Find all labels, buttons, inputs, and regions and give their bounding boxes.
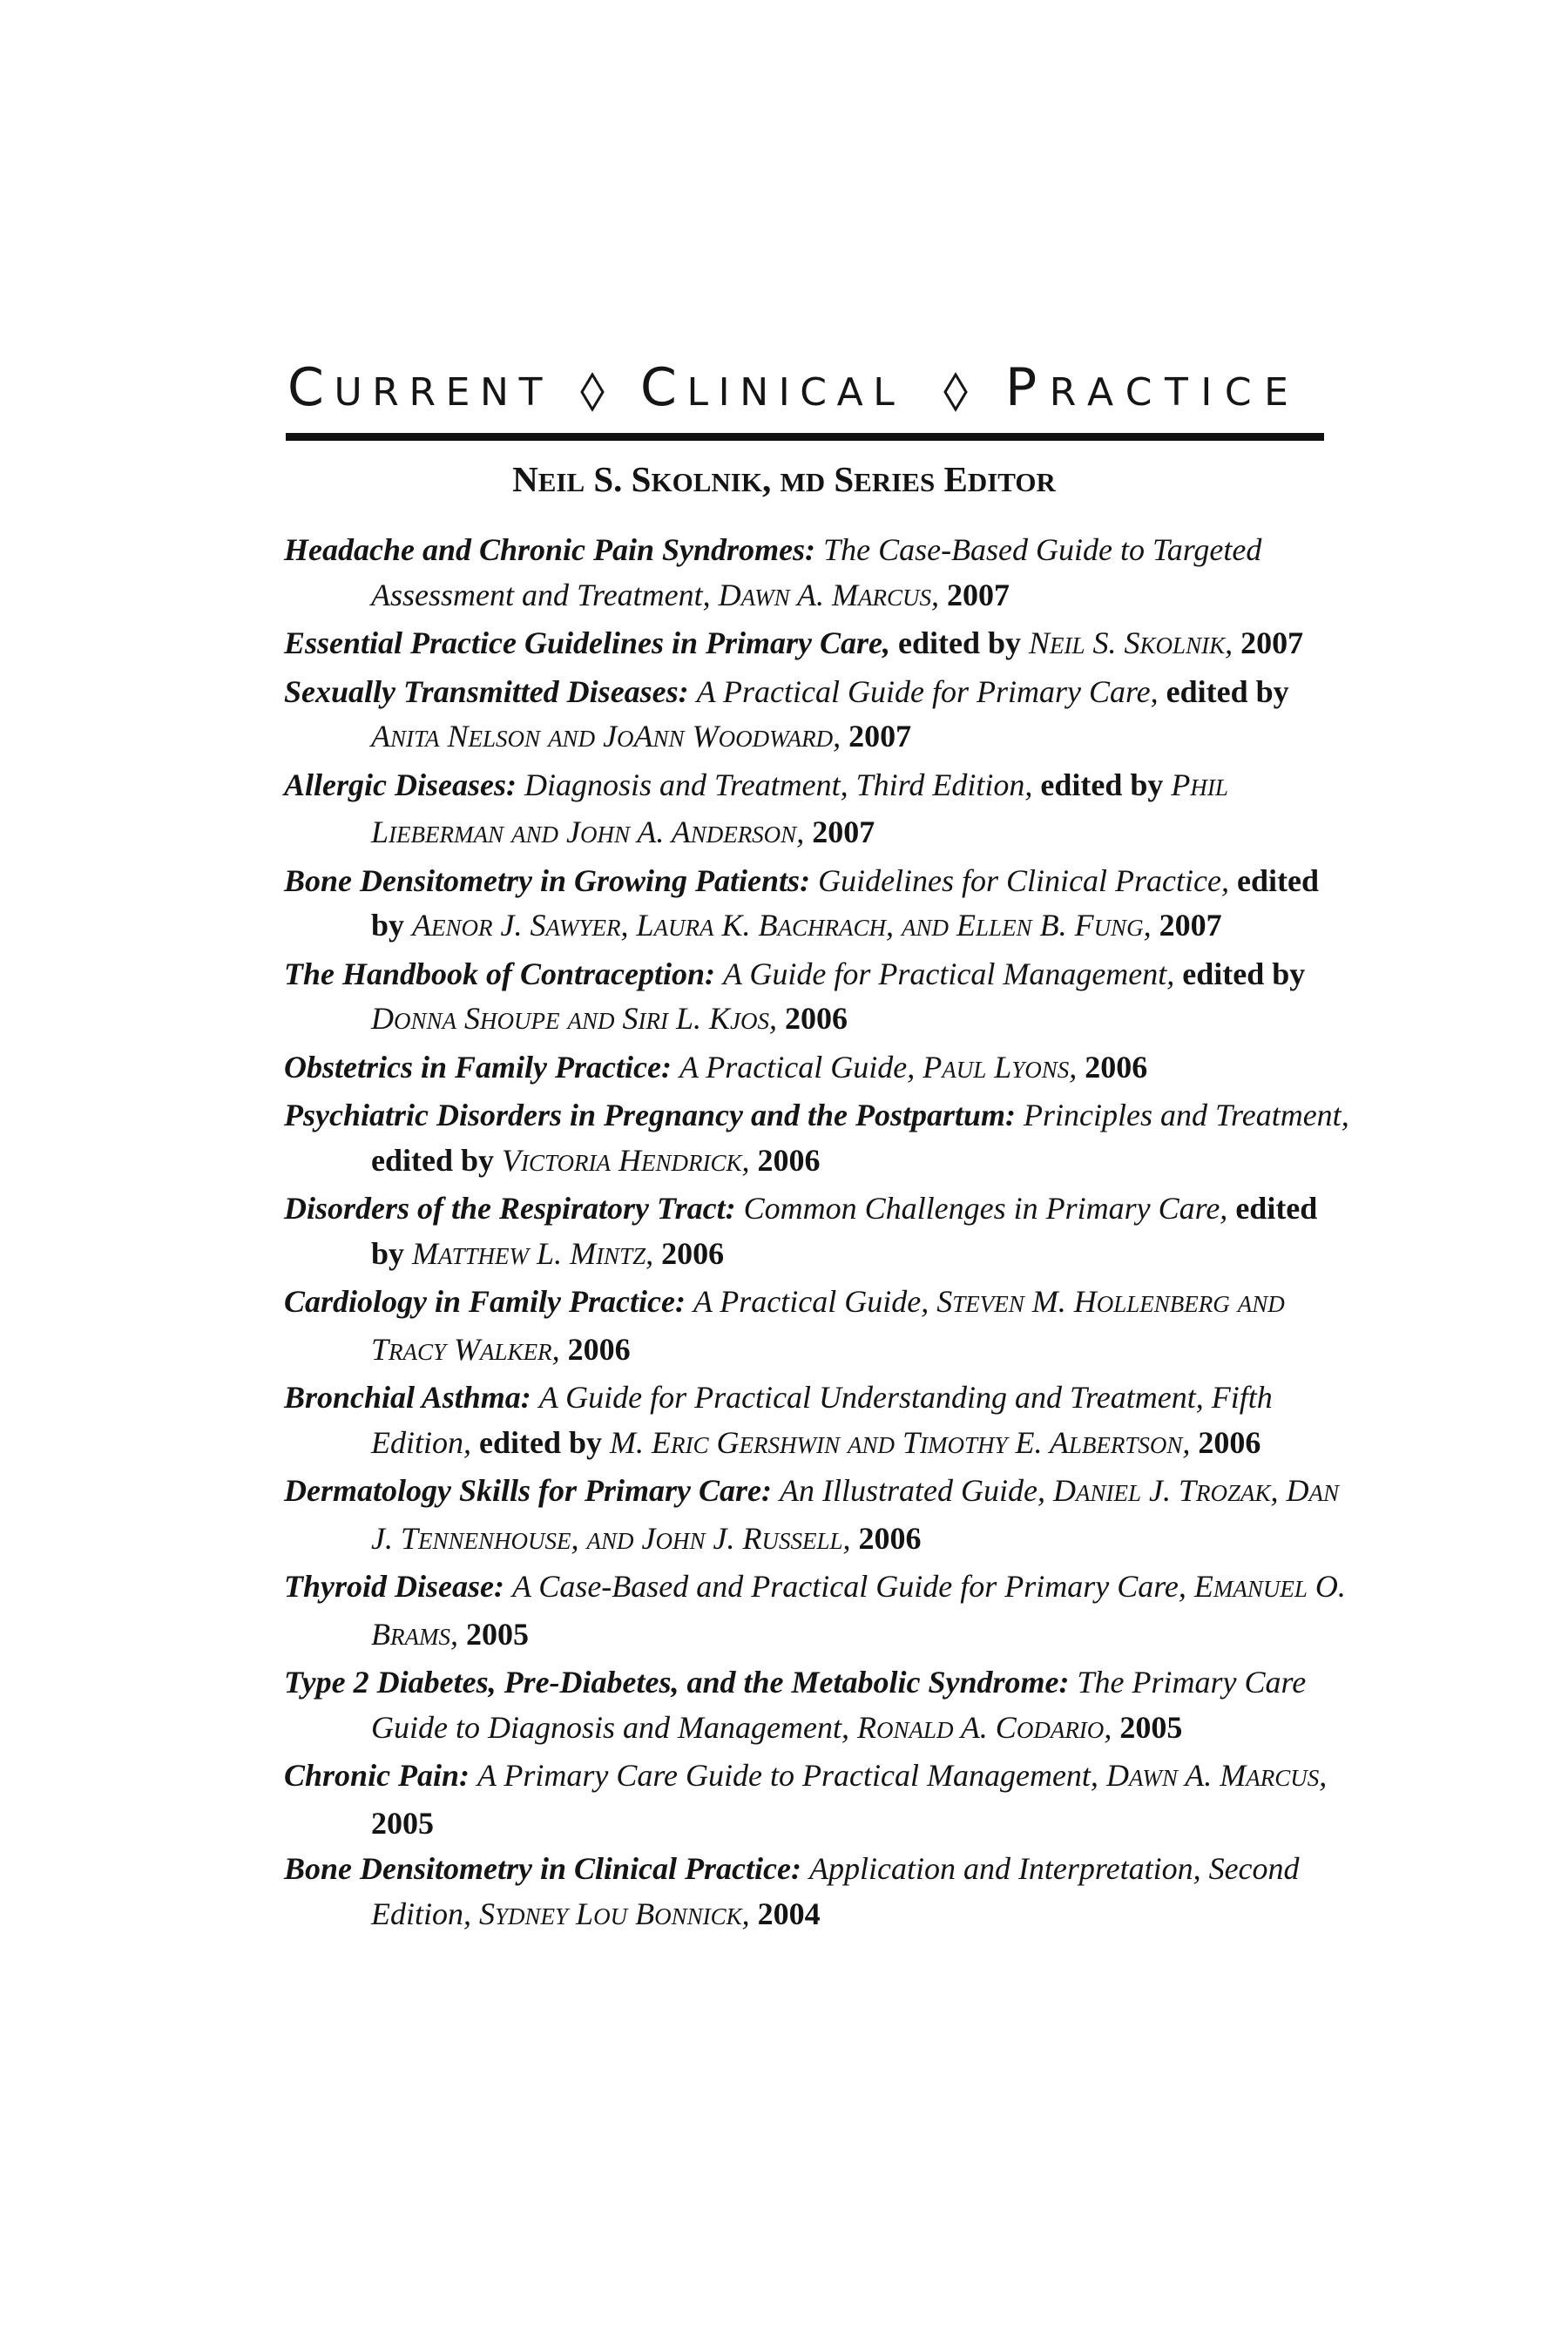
book-title: Essential Practice Guidelines in Primary Care, bbox=[284, 625, 891, 660]
header-rule bbox=[286, 433, 1324, 441]
book-authors: AENOR J. SAWYER, LAURA K. BACHRACH, AND ELLEN B. FUNG, bbox=[412, 908, 1152, 943]
book-entry bbox=[284, 1565, 1355, 1659]
book-subtitle: A Practical Guide, bbox=[679, 1049, 916, 1085]
book-subtitle: Common Challenges in Primary Care, bbox=[743, 1191, 1228, 1226]
book-authors: EMANUEL O. BRAMS, bbox=[371, 1569, 1346, 1652]
book-authors: MATTHEW L. MINTZ, bbox=[412, 1235, 654, 1271]
editor-credit: edited by bbox=[371, 1191, 1318, 1271]
book-entry bbox=[284, 1847, 1355, 1939]
book-subtitle: An Illustrated Guide, bbox=[780, 1473, 1045, 1508]
book-year: 2007 bbox=[1159, 908, 1222, 943]
book-entry bbox=[284, 1045, 1355, 1093]
editor-credit: edited by bbox=[1182, 956, 1306, 991]
book-entry bbox=[284, 952, 1355, 1044]
book-title: Obstetrics in Family Practice: bbox=[284, 1049, 672, 1085]
book-authors: STEVEN M. HOLLENBERG AND TRACY WALKER, bbox=[371, 1284, 1285, 1367]
book-subtitle: The Primary Care Guide to Diagnosis and Management, bbox=[371, 1665, 1307, 1745]
book-authors: PAUL LYONS, bbox=[923, 1049, 1078, 1085]
book-title: Dermatology Skills for Primary Care: bbox=[284, 1473, 772, 1508]
book-title: Disorders of the Respiratory Tract: bbox=[284, 1191, 736, 1226]
book-entry bbox=[284, 859, 1355, 951]
book-title: Type 2 Diabetes, Pre-Diabetes, and the Metabolic Syndrome: bbox=[284, 1665, 1070, 1700]
book-entry bbox=[284, 1375, 1355, 1468]
book-authors: DONNA SHOUPE AND SIRI L. KJOS, bbox=[371, 1001, 778, 1036]
book-title: Cardiology in Family Practice: bbox=[284, 1284, 686, 1319]
book-subtitle: Diagnosis and Treatment, Third Edition, bbox=[524, 767, 1033, 802]
book-authors: RONALD A. CODARIO, bbox=[856, 1709, 1112, 1745]
book-subtitle: Principles and Treatment, bbox=[1024, 1098, 1349, 1132]
book-subtitle: The Case-Based Guide to Targeted Assessment and Treatment, bbox=[371, 532, 1262, 612]
editor-credit: edited by bbox=[1040, 767, 1164, 802]
book-subtitle: A Practical Guide for Primary Care, bbox=[696, 673, 1159, 709]
series-word-clinical: CLINICAL bbox=[640, 357, 905, 418]
book-subtitle: A Guide for Practical Management, bbox=[723, 956, 1175, 991]
book-year: 2005 bbox=[465, 1616, 529, 1652]
book-entry bbox=[284, 1280, 1355, 1375]
editor-credit: edited by bbox=[479, 1424, 603, 1460]
series-editor-line: NEIL S. SKOLNIK, MD SERIES EDITOR bbox=[512, 459, 1056, 499]
book-title: The Handbook of Contraception: bbox=[284, 956, 716, 991]
book-authors: NEIL S. SKOLNIK, bbox=[1029, 625, 1233, 660]
series-word-current: CURRENT bbox=[287, 357, 553, 418]
book-year: 2006 bbox=[1085, 1049, 1148, 1085]
book-year: 2006 bbox=[1198, 1424, 1261, 1460]
editor-credit: edited by bbox=[1166, 673, 1289, 709]
book-year: 2006 bbox=[661, 1235, 725, 1271]
book-year: 2007 bbox=[1240, 625, 1304, 660]
book-year: 2007 bbox=[812, 814, 875, 849]
book-subtitle: A Primary Care Guide to Practical Management, bbox=[477, 1758, 1098, 1793]
book-title: Thyroid Disease: bbox=[284, 1569, 504, 1604]
book-year: 2006 bbox=[567, 1331, 631, 1367]
book-authors: PHIL LIEBERMAN AND JOHN A. ANDERSON, bbox=[371, 767, 1228, 849]
diamond-outline-icon bbox=[943, 372, 969, 412]
book-title: Headache and Chronic Pain Syndromes: bbox=[284, 532, 816, 567]
book-entry bbox=[284, 1660, 1355, 1753]
book-entry bbox=[284, 528, 1355, 620]
book-year: 2007 bbox=[848, 719, 912, 754]
book-title: Bronchial Asthma: bbox=[284, 1380, 531, 1415]
book-title: Chronic Pain: bbox=[284, 1758, 470, 1793]
series-header bbox=[287, 353, 1324, 422]
book-entry bbox=[284, 670, 1355, 762]
book-authors: M. ERIC GERSHWIN AND TIMOTHY E. ALBERTSON, bbox=[610, 1424, 1191, 1460]
book-year: 2005 bbox=[371, 1805, 434, 1841]
book-subtitle: A Guide for Practical Understanding and Treatment, Fifth Edition, bbox=[371, 1380, 1273, 1460]
book-title: Bone Densitometry in Clinical Practice: bbox=[284, 1851, 801, 1886]
book-year: 2006 bbox=[785, 1001, 848, 1036]
book-title: Bone Densitometry in Growing Patients: bbox=[284, 862, 811, 898]
book-list bbox=[284, 528, 1355, 1940]
book-entry bbox=[284, 1093, 1355, 1186]
editor-credit: edited by bbox=[898, 625, 1022, 660]
book-year: 2007 bbox=[946, 577, 1010, 612]
book-authors: SYDNEY LOU BONNICK, bbox=[479, 1896, 750, 1931]
book-subtitle: Guidelines for Clinical Practice, bbox=[818, 862, 1229, 898]
book-title: Psychiatric Disorders in Pregnancy and the Postpartum: bbox=[284, 1098, 1017, 1132]
book-entry bbox=[284, 1186, 1355, 1279]
book-year: 2004 bbox=[757, 1896, 821, 1931]
book-authors: ANITA NELSON AND JOANN WOODWARD, bbox=[371, 719, 841, 754]
book-year: 2005 bbox=[1119, 1709, 1183, 1745]
editor-credit: edited by bbox=[371, 862, 1319, 943]
book-authors: DANIEL J. TROZAK, DAN J. TENNENHOUSE, AND JOHN J. RUSSELL, bbox=[371, 1473, 1340, 1556]
book-entry bbox=[284, 1754, 1355, 1846]
book-entry bbox=[284, 621, 1355, 669]
book-year: 2006 bbox=[858, 1520, 922, 1556]
book-subtitle: A Case-Based and Practical Guide for Primary Care, bbox=[511, 1569, 1186, 1604]
book-authors: DAWN A. MARCUS, bbox=[718, 577, 939, 612]
series-word-practice: PRACTICE bbox=[1005, 357, 1301, 418]
book-subtitle: Application and Interpretation, Second Edition, bbox=[371, 1851, 1300, 1931]
editor-credit: edited by bbox=[371, 1142, 495, 1178]
book-authors: DAWN A. MARCUS, bbox=[1105, 1758, 1328, 1793]
book-title: Allergic Diseases: bbox=[284, 767, 517, 802]
book-year: 2006 bbox=[757, 1142, 821, 1178]
book-entry bbox=[284, 763, 1355, 858]
book-subtitle: A Practical Guide, bbox=[693, 1284, 929, 1319]
book-title: Sexually Transmitted Diseases: bbox=[284, 673, 689, 709]
book-entry bbox=[284, 1469, 1355, 1564]
book-authors: VICTORIA HENDRICK, bbox=[502, 1142, 750, 1178]
diamond-outline-icon bbox=[579, 372, 605, 412]
